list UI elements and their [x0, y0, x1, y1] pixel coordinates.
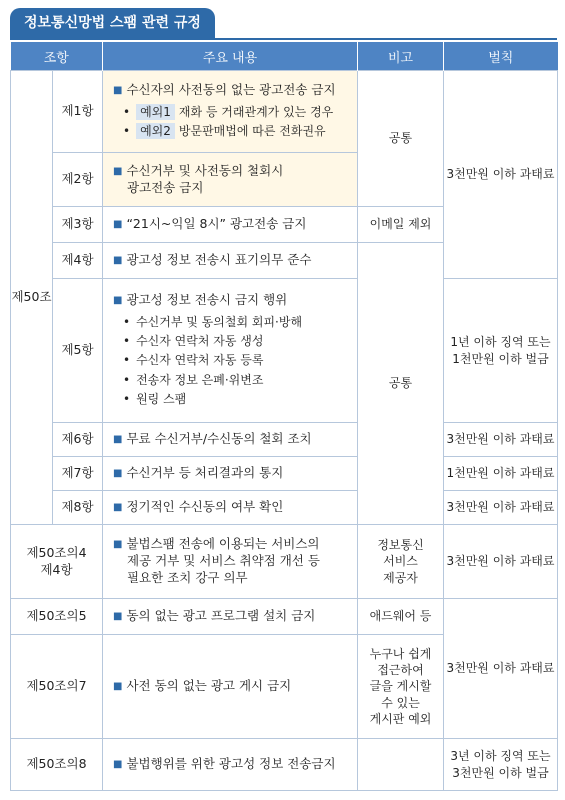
exception-chip: 예외1	[136, 104, 175, 120]
content-cell	[103, 635, 358, 739]
note-cell: 이메일 제외	[358, 207, 444, 243]
sub-item-text: 수신거부 및 동의철회 회피·방해	[136, 314, 303, 329]
dot-icon: •	[123, 353, 131, 368]
item-label: 제8항	[53, 491, 103, 525]
content-cell	[103, 423, 358, 457]
dot-icon: •	[123, 334, 131, 349]
note-line: 글을 게시할	[369, 679, 432, 694]
penalty-cell	[444, 279, 558, 423]
note-cell: 애드웨어 등	[358, 599, 444, 635]
article-cell	[11, 525, 103, 599]
bullet-icon: ■	[113, 165, 123, 177]
bullet-icon: ■	[113, 539, 123, 551]
bullet-icon: ■	[113, 681, 123, 693]
penalty-cell: 3천만원 이하 과태료	[444, 491, 558, 525]
penalty-cell: 3천만원 이하 과태료	[444, 525, 558, 599]
penalty-line: 3년 이하 징역 또는	[450, 749, 551, 764]
header-content: 주요 내용	[103, 42, 358, 71]
penalty-cell: 1천만원 이하 과태료	[444, 457, 558, 491]
article-line: 제4항	[40, 561, 73, 577]
content-cell	[103, 207, 358, 243]
title-underline	[10, 38, 557, 40]
item-label: 제1항	[53, 71, 103, 153]
dot-icon: •	[123, 391, 131, 406]
note-line: 접근하여	[377, 663, 424, 678]
content-text: 정기적인 수신동의 여부 확인	[126, 499, 284, 515]
table-row	[11, 525, 558, 599]
table-row	[11, 491, 558, 525]
content-text: “21시~익일 8시” 광고전송 금지	[126, 216, 307, 232]
note-cell	[358, 525, 444, 599]
bullet-icon: ■	[113, 219, 123, 231]
content-text-cont: 필요한 조치 강구 의무	[127, 569, 248, 585]
note-line: 게시판 예외	[369, 711, 432, 726]
bullet-icon: ■	[113, 84, 123, 96]
sub-item-text: 수신자 연락처 자동 등록	[136, 353, 264, 368]
table-row	[11, 279, 558, 423]
content-cell	[103, 153, 358, 207]
content-text: 불법행위를 위한 광고성 정보 전송금지	[126, 756, 336, 772]
bullet-icon: ■	[113, 759, 123, 771]
document-title: 정보통신망법 스팸 관련 규정	[10, 8, 215, 38]
bullet-icon: ■	[113, 502, 123, 514]
penalty-cell: 3천만원 이하 과태료	[444, 599, 558, 739]
table-row	[11, 739, 558, 791]
dot-icon: •	[123, 104, 131, 119]
content-cell	[103, 279, 358, 423]
content-text: 광고성 정보 전송시 표기의무 준수	[126, 252, 312, 268]
item-label: 제6항	[53, 423, 103, 457]
content-text-cont: 광고전송 금지	[127, 179, 204, 195]
content-cell	[103, 243, 358, 279]
header-note: 비고	[358, 42, 444, 71]
table-row	[11, 457, 558, 491]
content-cell	[103, 739, 358, 791]
content-text: 동의 없는 광고 프로그램 설치 금지	[126, 608, 316, 624]
content-text: 사전 동의 없는 광고 게시 금지	[126, 678, 292, 694]
item-label: 제4항	[53, 243, 103, 279]
penalty-line: 1년 이하 징역 또는	[450, 335, 551, 350]
exception-chip: 예외2	[136, 123, 175, 139]
item-label: 제2항	[53, 153, 103, 207]
content-text: 수신거부 및 사전동의 철회시	[126, 162, 284, 178]
article-line: 제50조의4	[26, 544, 87, 560]
item-label: 제7항	[53, 457, 103, 491]
penalty-line: 1천만원 이하 벌금	[452, 351, 549, 366]
dot-icon: •	[123, 314, 131, 329]
content-text: 수신자의 사전동의 없는 광고전송 금지	[126, 81, 336, 97]
item-label: 제3항	[53, 207, 103, 243]
note-cell	[358, 635, 444, 739]
bullet-icon: ■	[113, 611, 123, 623]
content-cell	[103, 525, 358, 599]
content-cell	[103, 599, 358, 635]
item-label: 제5항	[53, 279, 103, 423]
content-text-cont: 제공 거부 및 서비스 취약점 개선 등	[127, 553, 320, 569]
note-line: 서비스	[383, 554, 418, 569]
note-line: 수 있는	[381, 695, 420, 710]
note-cell: 공통	[358, 243, 444, 525]
table-row	[11, 71, 558, 153]
header-penalty: 벌칙	[444, 42, 558, 71]
sub-item-text: 방문판매법에 따른 전화권유	[178, 123, 326, 138]
note-line: 정보통신	[377, 538, 424, 553]
header-row	[11, 42, 558, 71]
bullet-icon: ■	[113, 468, 123, 480]
dot-icon: •	[123, 372, 131, 387]
sub-item-text: 재화 등 거래관계가 있는 경우	[178, 104, 334, 119]
content-cell	[103, 491, 358, 525]
article-cell: 제50조의8	[11, 739, 103, 791]
note-line: 제공자	[383, 570, 418, 585]
bullet-icon: ■	[113, 295, 123, 307]
note-line: 누구나 쉽게	[369, 647, 432, 662]
penalty-cell	[444, 739, 558, 791]
sub-item-text: 전송자 정보 은폐·위변조	[136, 372, 264, 387]
article-50-cell: 제50조	[11, 71, 53, 525]
bullet-icon: ■	[113, 255, 123, 267]
content-text: 무료 수신거부/수신동의 철회 조치	[126, 431, 312, 447]
note-cell-empty	[358, 739, 444, 791]
article-cell: 제50조의5	[11, 599, 103, 635]
content-text: 광고성 정보 전송시 금지 행위	[126, 292, 288, 308]
content-text: 불법스팸 전송에 이용되는 서비스의	[126, 536, 320, 552]
sub-item-text: 원링 스팸	[136, 391, 187, 406]
header-article: 조항	[11, 42, 103, 71]
table-row	[11, 599, 558, 635]
penalty-cell: 3천만원 이하 과태료	[444, 423, 558, 457]
content-cell	[103, 71, 358, 153]
bullet-icon: ■	[113, 434, 123, 446]
content-text: 수신거부 등 처리결과의 통지	[126, 465, 284, 481]
dot-icon: •	[123, 123, 131, 138]
spam-regulation-table	[10, 42, 558, 791]
note-cell: 공통	[358, 71, 444, 207]
penalty-cell: 3천만원 이하 과태료	[444, 71, 558, 279]
article-cell: 제50조의7	[11, 635, 103, 739]
content-cell	[103, 457, 358, 491]
penalty-line: 3천만원 이하 벌금	[452, 765, 549, 780]
table-row	[11, 423, 558, 457]
sub-item-text: 수신자 연락처 자동 생성	[136, 334, 264, 349]
